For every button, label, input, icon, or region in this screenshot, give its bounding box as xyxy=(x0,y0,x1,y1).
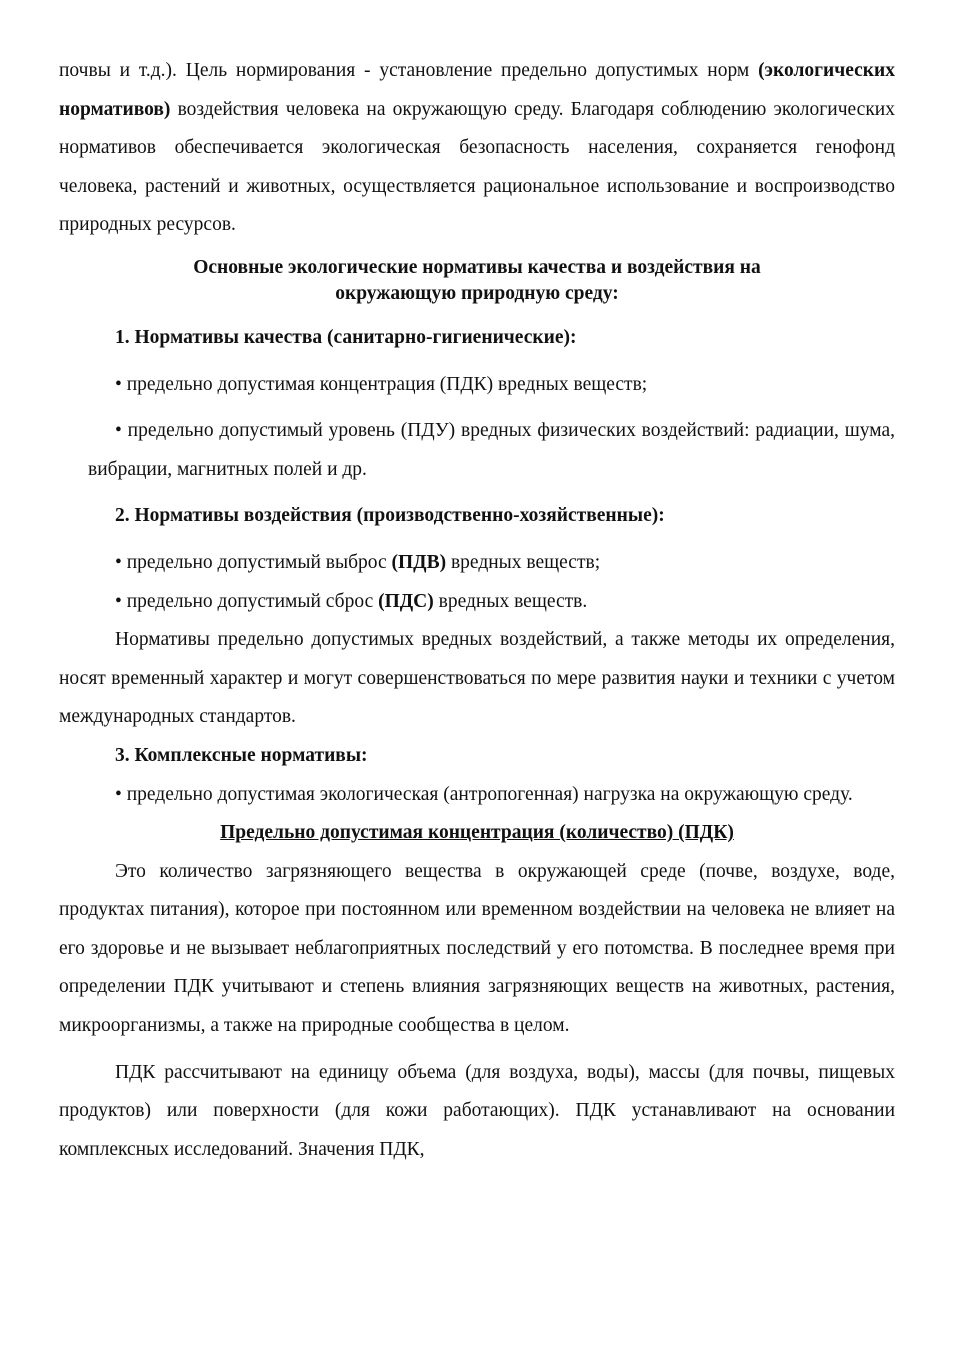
pdk-title: Предельно допустимая концентрация (количество) (ПДК) xyxy=(220,822,734,844)
section3-title: 3. Комплексные нормативы: xyxy=(115,744,368,766)
section1-bullet2: • предельно допустимый уровень (ПДУ) вредных физических воздействий: радиации, шума, вибрации, магнитных полей и др. xyxy=(88,420,895,480)
section2-bullet2 xyxy=(59,583,895,622)
section2-bullet1-post: вредных веществ; xyxy=(446,551,601,573)
intro-paragraph xyxy=(59,52,895,245)
main-heading-line2: окружающую природную среду: xyxy=(335,282,619,304)
section1-title: 1. Нормативы качества (санитарно-гигиенические): xyxy=(115,326,577,348)
intro-text-start: почвы и т.д.). Цель нормирования - установление предельно допустимых норм xyxy=(59,60,750,81)
pdk-paragraph2: ПДК рассчитывают на единицу объема (для воздуха, воды), массы (для почвы, пищевых продуктов) или поверхности (для кожи работающих). ПДК устанавливают на основании комплексных исследований. Значения ПДК, xyxy=(59,1061,895,1160)
section2-bullet2-pre: • предельно допустимый сброс xyxy=(115,590,379,612)
main-heading-line1: Основные экологические нормативы качества и воздействия на xyxy=(193,256,761,278)
section2-bullet2-post: вредных веществ. xyxy=(433,590,588,612)
section1-bullet1: • предельно допустимая концентрация (ПДК) вредных веществ; xyxy=(115,373,648,395)
document-page xyxy=(59,52,895,1169)
intro-text-end: воздействия человека на окружающую среду. Благодаря соблюдению экологических нормативов обеспечивается экологическая безопасность населения, сохраняется генофонд человека, растений и животных, осуществляется рациональное использование и воспроизводство природных ресурсов. xyxy=(59,98,895,236)
pdk-paragraph1: Это количество загрязняющего вещества в окружающей среде (почве, воздухе, воде, продуктах питания), которое при постоянном или временном воздействии на человека не влияет на его здоровье и не вызывает неблагоприятных последствий у его потомства. В последнее время при определении ПДК учитывают и степень влияния загрязняющих веществ на животных, растения, микроорганизмы, а также на природные сообщества в целом. xyxy=(59,860,895,1037)
section2-bullet1-pre: • предельно допустимый выброс xyxy=(115,551,392,573)
section2-paragraph: Нормативы предельно допустимых вредных воздействий, а также методы их определения, носят временный характер и могут совершенствоваться по мере развития науки и техники с учетом международных стандартов. xyxy=(59,629,895,728)
section2-bullet1 xyxy=(59,544,895,583)
section2-title: 2. Нормативы воздействия (производственно-хозяйственные): xyxy=(115,505,665,527)
section3-bullet1: • предельно допустимая экологическая (антропогенная) нагрузка на окружающую среду. xyxy=(115,783,853,805)
section2-bullet1-bold: (ПДВ) xyxy=(391,551,447,573)
main-heading xyxy=(59,255,895,307)
section2-bullet2-bold: (ПДС) xyxy=(378,590,434,612)
intro-bold-term: (экологических нормативов) xyxy=(59,60,896,120)
